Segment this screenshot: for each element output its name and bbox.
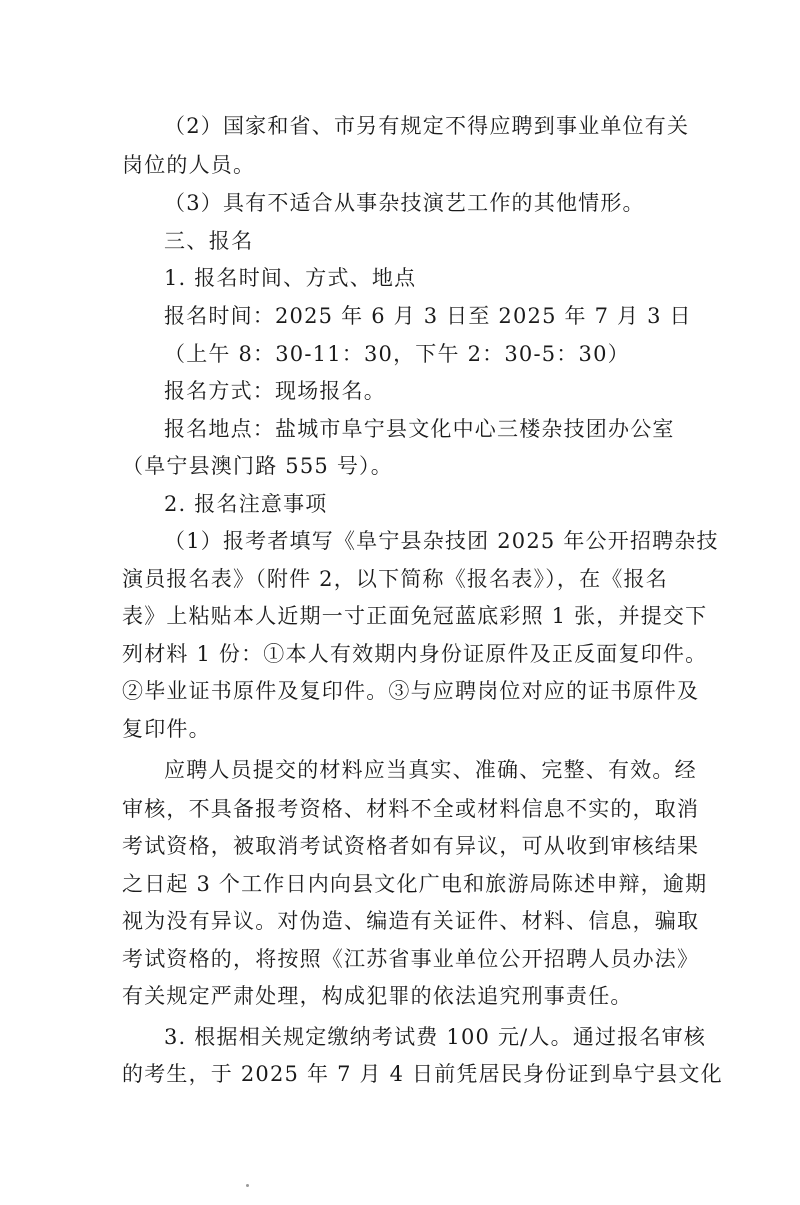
body-line: （3）具有不适合从事杂技演艺工作的其他情形。 xyxy=(164,191,645,215)
body-line: ②毕业证书原件及复印件。③与应聘岗位对应的证书原件及 xyxy=(122,679,700,703)
subsection-heading: 1. 报名时间、方式、地点 xyxy=(164,266,417,290)
body-line: 之日起 3 个工作日内向县文化广电和旅游局陈述申辩，逾期 xyxy=(122,872,708,896)
body-line: （1）报考者填写《阜宁县杂技团 2025 年公开招聘杂技 xyxy=(164,529,719,553)
scan-speck xyxy=(246,1184,249,1187)
body-line: 列材料 1 份：①本人有效期内身份证原件及正反面复印件。 xyxy=(122,642,708,666)
body-line: （2）国家和省、市另有规定不得应聘到事业单位有关 xyxy=(164,114,690,138)
body-line: （上午 8：30-11：30，下午 2：30-5：30） xyxy=(164,342,630,366)
body-line: 考试资格的，将按照《江苏省事业单位公开招聘人员办法》 xyxy=(122,947,700,971)
subsection-heading: 2. 报名注意事项 xyxy=(164,492,328,516)
body-line: 报名地点：盐城市阜宁县文化中心三楼杂技团办公室 xyxy=(164,417,675,441)
body-line: 报名方式：现场报名。 xyxy=(164,379,386,403)
body-line: 演员报名表》（附件 2，以下简称《报名表》），在《报名 xyxy=(122,567,668,591)
body-line: 有关规定严肃处理，构成犯罪的依法追究刑事责任。 xyxy=(122,984,633,1008)
body-line: 考试资格，被取消考试资格者如有异议，可从收到审核结果 xyxy=(122,834,700,858)
body-line: 审核，不具备报考资格、材料不全或材料信息不实的，取消 xyxy=(122,797,700,821)
body-line: 应聘人员提交的材料应当真实、准确、完整、有效。经 xyxy=(164,758,697,782)
body-line: 报名时间：2025 年 6 月 3 日至 2025 年 7 月 3 日 xyxy=(164,304,692,328)
body-line: 视为没有异议。对伪造、编造有关证件、材料、信息，骗取 xyxy=(122,909,700,933)
body-line: 表》上粘贴本人近期一寸正面免冠蓝底彩照 1 张，并提交下 xyxy=(122,604,708,628)
body-line: 复印件。 xyxy=(122,717,211,741)
body-line: 岗位的人员。 xyxy=(122,153,256,177)
body-line: 的考生，于 2025 年 7 月 4 日前凭居民身份证到阜宁县文化 xyxy=(122,1062,723,1086)
section-heading: 三、报名 xyxy=(164,229,254,253)
body-line: 3. 根据相关规定缴纳考试费 100 元/人。通过报名审核 xyxy=(164,1025,707,1049)
body-line: （阜宁县澳门路 555 号）。 xyxy=(122,454,393,478)
